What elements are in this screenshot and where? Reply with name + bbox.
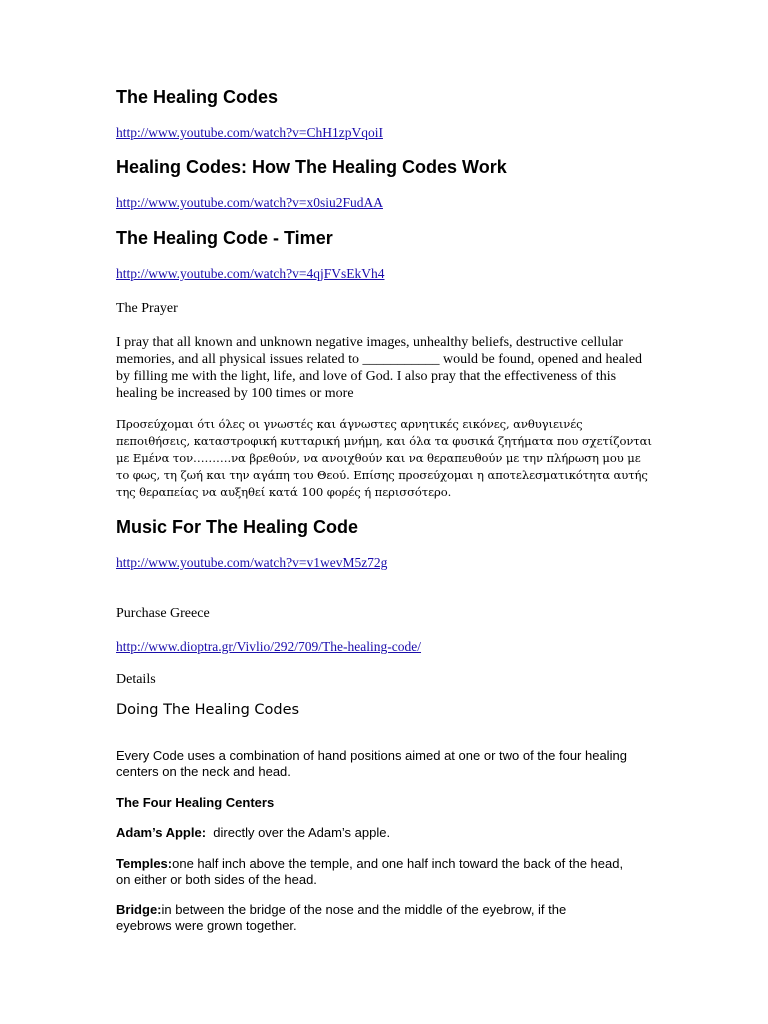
link-music[interactable]: http://www.youtube.com/watch?v=v1wevM5z72g — [116, 555, 388, 570]
details-label: Details — [116, 672, 156, 687]
four-centers-heading: The Four Healing Centers — [116, 795, 275, 810]
heading-doing-healing-codes: Doing The Healing Codes — [116, 702, 300, 718]
prayer-greek: Προσεύχομαι ότι όλες οι γνωστές και άγνωστες αρνητικές εικόνες, ανθυγιεινές πεποιθήσεις, καταστροφική κυτταρική μνήμη, και όλα τα φυσικά ζητήματα που σχετίζονται με Εμένα τον……….να βρεθούν, να ανοιχθούν και να θεραπευθούν με την πλήρωση μου με το φως, τη ζωή και την αγάπη του Θεού. Επίσης προσεύχομαι η αποτελεσματικότητα αυτής της θεραπείας να αυξηθεί κατά 100 φορές ή περισσότερο. — [116, 417, 652, 499]
adams-apple-term: Adam’s Apple: — [116, 825, 207, 840]
temples-term: Temples: — [116, 856, 173, 871]
prayer-label: The Prayer — [116, 301, 178, 316]
purchase-label: Purchase Greece — [116, 606, 210, 621]
link-healing-codes[interactable]: http://www.youtube.com/watch?v=ChH1zpVqoiI — [116, 125, 383, 140]
center-bridge — [116, 902, 616, 934]
link-purchase[interactable]: http://www.dioptra.gr/Vivlio/292/709/The-healing-code/ — [116, 639, 422, 654]
heading-how-it-works: Healing Codes: How The Healing Codes Work — [116, 157, 507, 177]
heading-music: Music For The Healing Code — [116, 517, 359, 537]
prayer-english: I pray that all known and unknown negative images, unhealthy beliefs, destructive cellular memories, and all physical issues related to ___________ would be found, opened and healed by filling me with the light, life, and love of God. I also pray that the effectiveness of this healing be increased by 100 times or more — [116, 335, 643, 401]
details-intro: Every Code uses a combination of hand positions aimed at one or two of the four healing centers on the neck and head. — [116, 748, 627, 779]
heading-healing-codes: The Healing Codes — [116, 87, 279, 107]
center-temples — [116, 856, 641, 888]
link-timer[interactable]: http://www.youtube.com/watch?v=4qjFVsEkVh4 — [116, 266, 385, 281]
bridge-desc: in between the bridge of the nose and the middle of the eyebrow, if the eyebrows were grown together. — [116, 902, 567, 933]
center-adams-apple — [116, 825, 656, 841]
link-how-it-works[interactable]: http://www.youtube.com/watch?v=x0siu2FudAA — [116, 195, 383, 210]
bridge-term: Bridge: — [116, 902, 162, 917]
adams-apple-desc: directly over the Adam’s apple. — [206, 825, 391, 840]
heading-timer: The Healing Code - Timer — [116, 228, 333, 248]
temples-desc: one half inch above the temple, and one half inch toward the back of the head, on either or both sides of the head. — [116, 856, 624, 887]
